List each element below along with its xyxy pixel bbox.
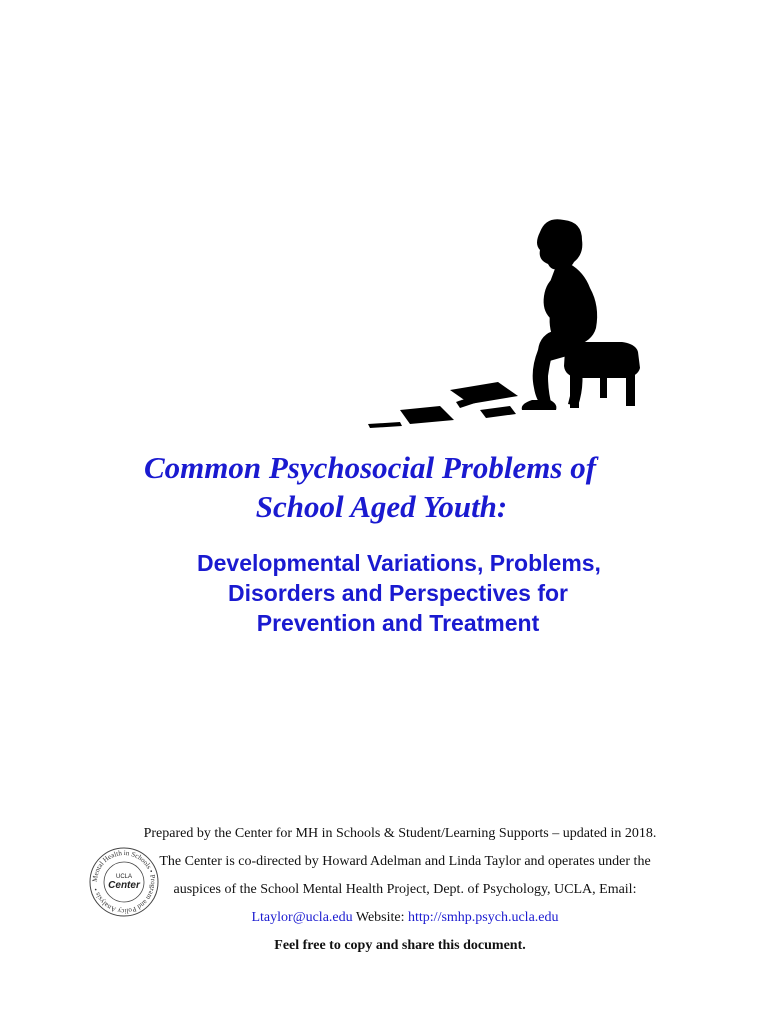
title-line-1: Common Psychosocial Problems of — [143, 450, 597, 485]
document-title — [0, 448, 768, 526]
subtitle-line-2: Disorders and Perspectives for — [227, 580, 569, 606]
codirected-text: The Center is co-directed by Howard Adelman and Linda Taylor and operates under the — [159, 854, 651, 869]
prepared-by-text: Prepared by the Center for MH in Schools & Student/Learning Supports – updated in 2018. — [143, 826, 657, 841]
share-notice: Feel free to copy and share this document. — [274, 938, 526, 953]
title-line-2: School Aged Youth: — [255, 489, 508, 524]
subtitle-line-3: Prevention and Treatment — [256, 610, 540, 636]
subtitle-line-1: Developmental Variations, Problems, — [197, 550, 601, 576]
email-link[interactable]: Ltaylor@ucla.edu — [251, 910, 353, 925]
credits-block — [140, 820, 660, 960]
document-subtitle — [0, 548, 768, 638]
seal-ring-text: Mental Health in Schools • Program and Policy Analysis • — [90, 848, 158, 916]
seal-top-text: UCLA — [115, 874, 133, 880]
thinking-child-silhouette-icon — [360, 210, 650, 435]
contact-line — [140, 904, 660, 932]
website-link[interactable]: http://smhp.psych.ucla.edu — [408, 910, 559, 925]
seal-center-text: Center — [108, 880, 140, 891]
auspices-text: auspices of the School Mental Health Project, Dept. of Psychology, UCLA, Email: — [173, 882, 637, 897]
website-label: Website: — [352, 910, 409, 925]
